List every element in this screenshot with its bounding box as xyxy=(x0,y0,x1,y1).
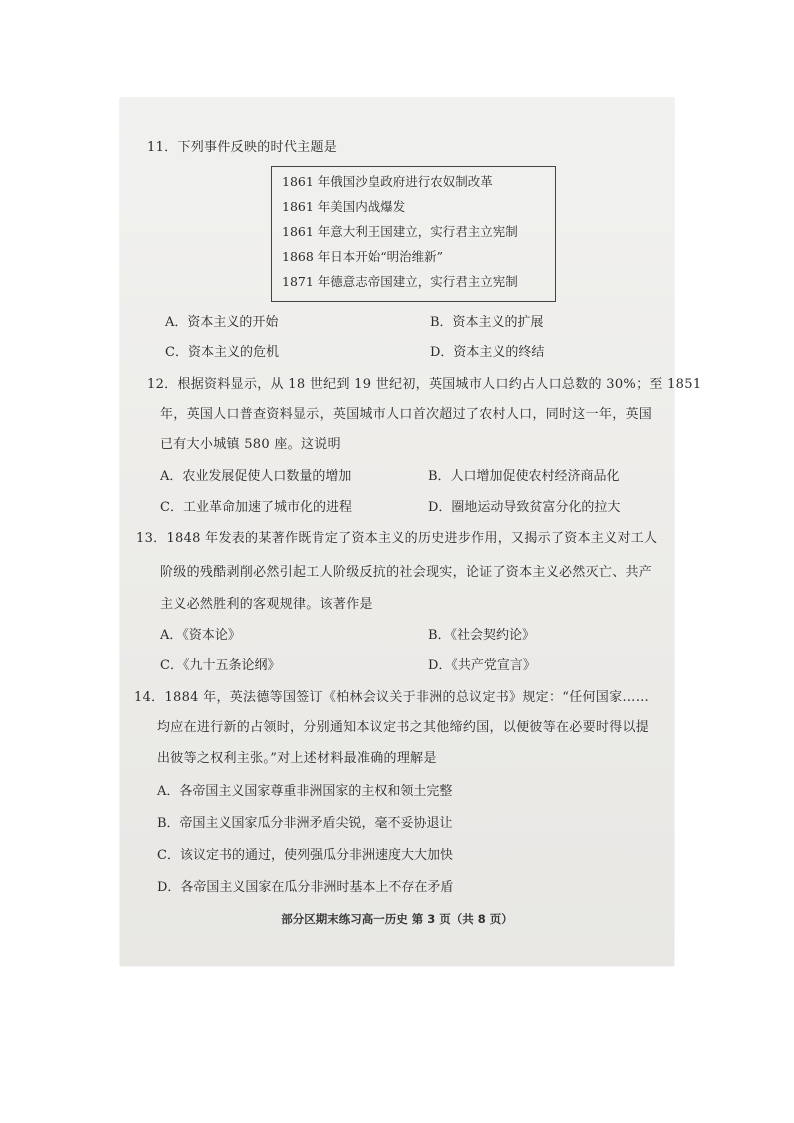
q12-option-c: C．工业革命加速了城市化的进程 xyxy=(160,500,352,515)
q13-option-d: D．《共产党宣言》 xyxy=(428,658,536,673)
q14-option-d: D．各帝国主义国家在瓜分非洲时基本上不存在矛盾 xyxy=(157,880,454,895)
q13-option-b: B．《社会契约论》 xyxy=(428,628,536,643)
q13-line-2: 阶级的残酷剥削必然引起工人阶级反抗的社会现实，论证了资本主义必然灭亡、共产 xyxy=(160,565,653,580)
q12-option-d: D．圈地运动导致贫富分化的拉大 xyxy=(428,500,621,515)
q14-option-c: C．该议定书的通过，使列强瓜分非洲速度大大加快 xyxy=(157,848,453,863)
q12-line-1: 12．根据资料显示，从 18 世纪到 19 世纪初，英国城市人口约占人口总数的 30%；至 1851 xyxy=(147,377,702,392)
q12-option-b: B．人口增加促使农村经济商品化 xyxy=(428,469,620,484)
q12-line-2: 年，英国人口普查资料显示，英国城市人口首次超过了农村人口，同时这一年，英国 xyxy=(160,407,653,422)
q12-line-3: 已有大小城镇 580 座。这说明 xyxy=(160,437,341,452)
q11-event-2: 1861 年美国内战爆发 xyxy=(282,199,406,214)
q11-stem: 11．下列事件反映的时代主题是 xyxy=(147,140,338,155)
q11-option-b: B．资本主义的扩展 xyxy=(430,315,544,330)
q14-option-a: A．各帝国主义国家尊重非洲国家的主权和领土完整 xyxy=(157,784,453,799)
q14-line-1: 14．1884 年，英法德等国签订《柏林会议关于非洲的总议定书》规定：“任何国家…… xyxy=(134,690,650,705)
q11-event-5: 1871 年德意志帝国建立，实行君主立宪制 xyxy=(282,274,518,289)
q14-option-b: B．帝国主义国家瓜分非洲矛盾尖锐，毫不妥协退让 xyxy=(157,816,453,831)
q11-event-1: 1861 年俄国沙皇政府进行农奴制改革 xyxy=(282,174,493,189)
q11-option-c: C．资本主义的危机 xyxy=(165,345,279,360)
q12-option-a: A．农业发展促使人口数量的增加 xyxy=(160,469,352,484)
q13-option-a: A．《资本论》 xyxy=(160,628,241,643)
q14-line-3: 出彼等之权利主张。”对上述材料最准确的理解是 xyxy=(157,751,437,766)
q13-line-1: 13．1848 年发表的某著作既肯定了资本主义的历史进步作用，又揭示了资本主义对工人 xyxy=(136,531,658,546)
q11-event-3: 1861 年意大利王国建立，实行君主立宪制 xyxy=(282,224,518,239)
page-footer: 部分区期末练习高一历史 第 3 页（共 8 页） xyxy=(281,912,513,926)
q13-option-c: C．《九十五条论纲》 xyxy=(160,658,281,673)
q11-option-d: D．资本主义的终结 xyxy=(430,345,545,360)
q11-event-4: 1868 年日本开始“明治维新” xyxy=(282,249,444,264)
q11-events-box xyxy=(271,166,556,302)
q11-option-a: A．资本主义的开始 xyxy=(165,315,279,330)
q14-line-2: 均应在进行新的占领时，分别通知本议定书之其他缔约国，以便彼等在必要时得以提 xyxy=(157,720,650,735)
q13-line-3: 主义必然胜利的客观规律。该著作是 xyxy=(160,597,373,612)
